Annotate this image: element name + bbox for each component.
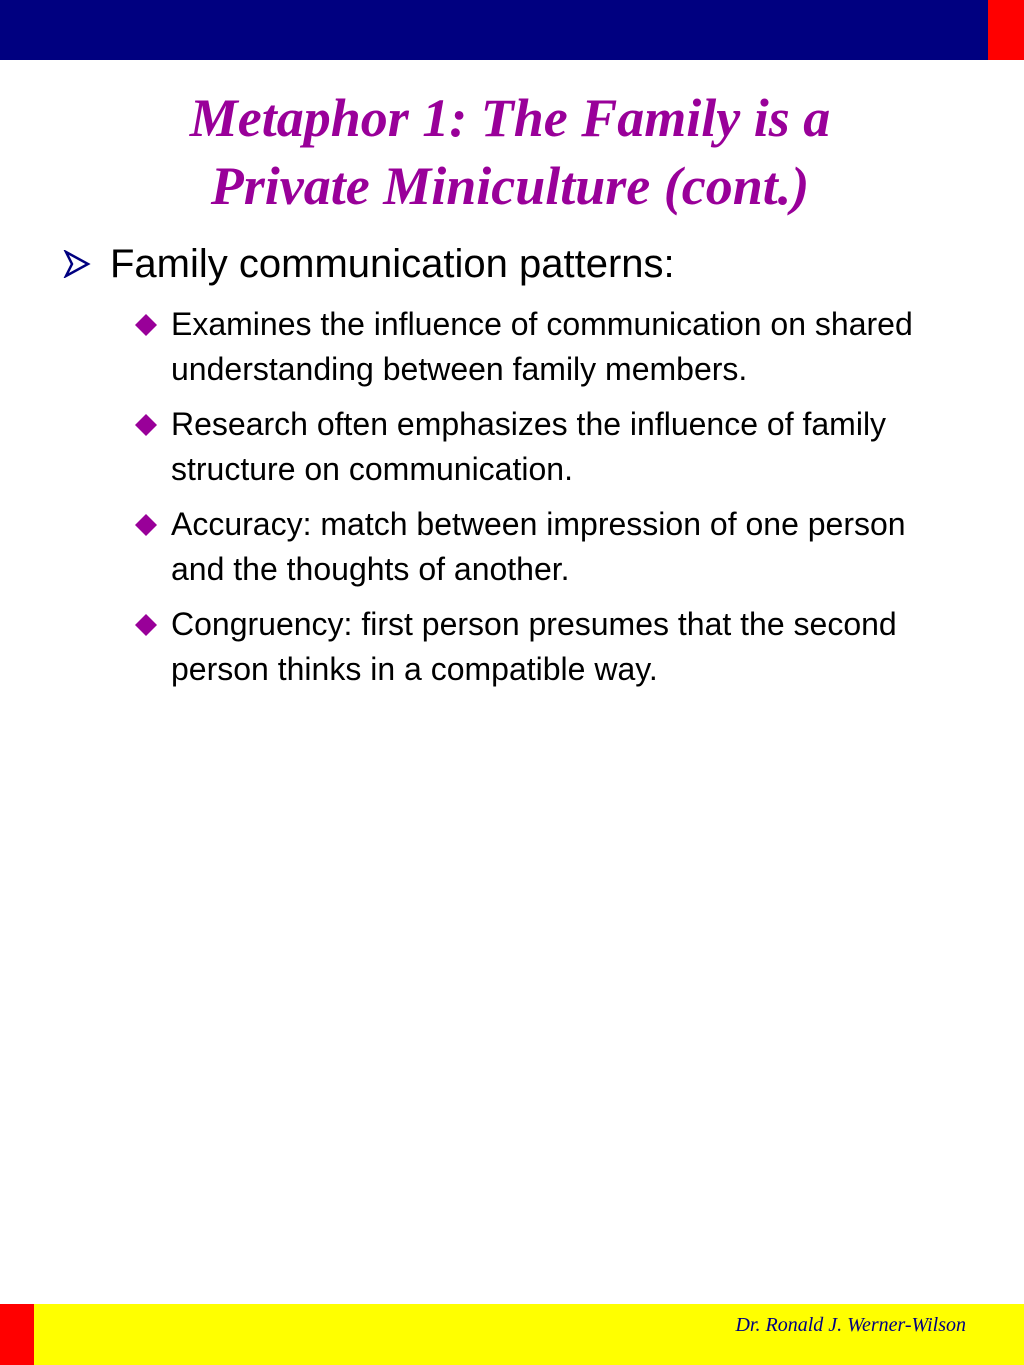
sub-bullet-text: Accuracy: match between impression of one person and the thoughts of another. — [171, 506, 906, 587]
diamond-bullet-icon — [133, 512, 159, 538]
title-line-2: Private Miniculture (cont.) — [210, 156, 810, 216]
diamond-bullet-icon — [133, 612, 159, 638]
top-banner — [0, 0, 988, 60]
sub-bullet-point — [0, 602, 1024, 692]
sub-bullet-text: Examines the influence of communication on shared understanding between family members. — [171, 306, 913, 387]
slide-title — [60, 84, 960, 220]
bottom-accent-block — [0, 1304, 34, 1365]
title-line-1: Metaphor 1: The Family is a — [189, 88, 831, 148]
sub-bullet-text: Research often emphasizes the influence of family structure on communication. — [171, 406, 887, 487]
sub-bullet-text: Congruency: first person presumes that the second person thinks in a compatible way. — [171, 606, 897, 687]
slide-content — [0, 236, 1024, 702]
sub-bullet-list — [0, 302, 1024, 692]
sub-bullet-point — [0, 302, 1024, 392]
main-bullet-point — [0, 236, 1024, 292]
main-bullet-text: Family communication patterns: — [110, 242, 675, 286]
diamond-bullet-icon — [133, 412, 159, 438]
arrow-bullet-icon — [62, 250, 92, 278]
top-accent-block — [988, 0, 1024, 60]
diamond-bullet-icon — [133, 312, 159, 338]
sub-bullet-point — [0, 502, 1024, 592]
footer-author: Dr. Ronald J. Werner-Wilson — [735, 1314, 966, 1336]
sub-bullet-point — [0, 402, 1024, 492]
